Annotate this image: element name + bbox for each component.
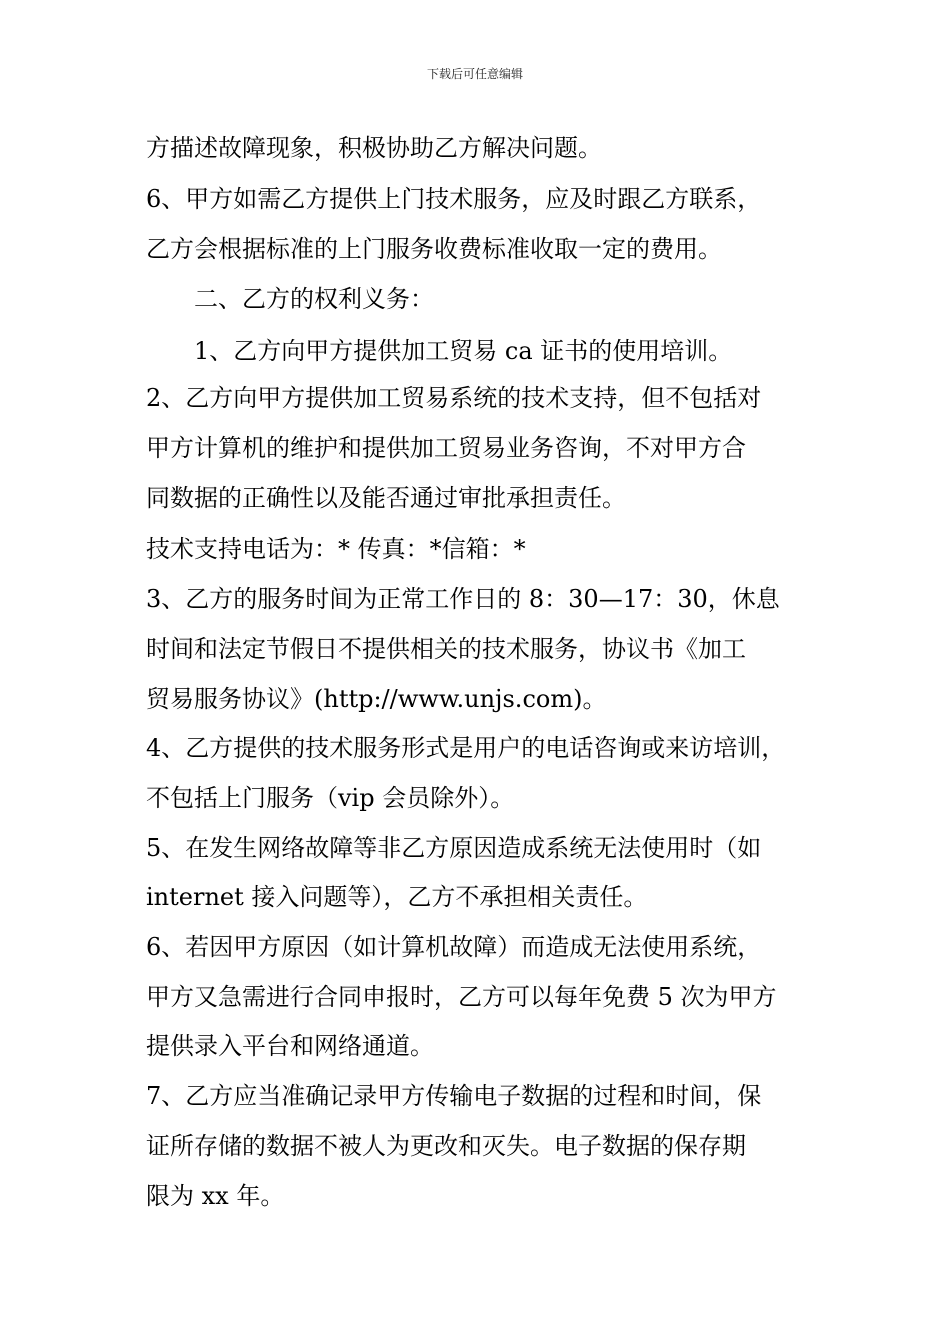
- paragraph-line: 甲方又急需进行合同申报时，乙方可以每年免费 5 次为甲方: [146, 983, 777, 1011]
- paragraph-line: 提供录入平台和网络通道。: [146, 1032, 434, 1060]
- paragraph-line: 4、乙方提供的技术服务形式是用户的电话咨询或来访培训，: [146, 734, 786, 762]
- paragraph-line: 6、若因甲方原因（如计算机故障）而造成无法使用系统，: [146, 933, 762, 961]
- paragraph-line: 7、乙方应当准确记录甲方传输电子数据的过程和时间，保: [146, 1082, 762, 1110]
- paragraph-line: 3、乙方的服务时间为正常工作日的 8：30—17：30，休息: [146, 585, 780, 613]
- paragraph-line: 1、乙方向甲方提供加工贸易 ca 证书的使用培训。: [194, 337, 733, 365]
- section-heading: 二、乙方的权利义务：: [194, 285, 434, 313]
- paragraph-line: 技术支持电话为：* 传真：*信箱：*: [146, 535, 526, 563]
- paragraph-line: 限为 xx 年。: [146, 1182, 285, 1210]
- paragraph-line: 贸易服务协议》(http://www.unjs.com)。: [146, 685, 607, 713]
- paragraph-line: 时间和法定节假日不提供相关的技术服务，协议书《加工: [146, 635, 746, 663]
- paragraph-line: 同数据的正确性以及能否通过审批承担责任。: [146, 484, 626, 512]
- paragraph-line: 方描述故障现象，积极协助乙方解决问题。: [146, 134, 602, 162]
- page-header-note: 下载后可任意编辑: [426, 67, 523, 81]
- paragraph-line: internet 接入问题等），乙方不承担相关责任。: [146, 883, 648, 911]
- paragraph-line: 不包括上门服务（vip 会员除外）。: [146, 784, 515, 812]
- paragraph-line: 证所存储的数据不被人为更改和灭失。电子数据的保存期: [146, 1132, 746, 1160]
- paragraph-line: 乙方会根据标准的上门服务收费标准收取一定的费用。: [146, 235, 722, 263]
- paragraph-line: 2、乙方向甲方提供加工贸易系统的技术支持，但不包括对: [146, 384, 762, 412]
- paragraph-line: 6、甲方如需乙方提供上门技术服务，应及时跟乙方联系，: [146, 185, 762, 213]
- paragraph-line: 甲方计算机的维护和提供加工贸易业务咨询，不对甲方合: [146, 434, 746, 462]
- paragraph-line: 5、在发生网络故障等非乙方原因造成系统无法使用时（如: [146, 834, 762, 862]
